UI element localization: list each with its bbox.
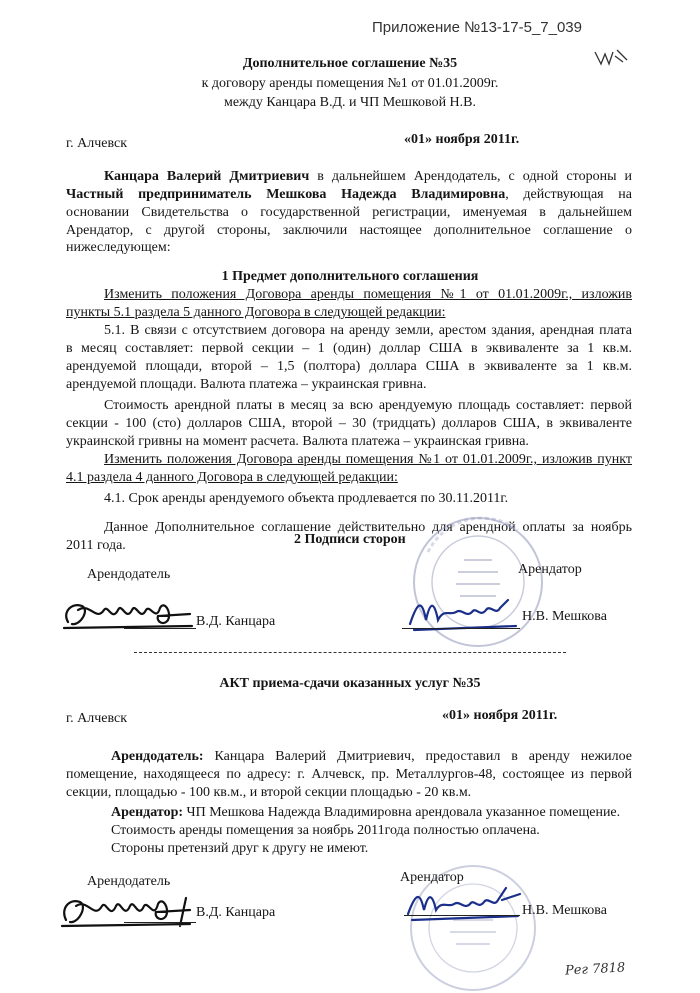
act-landlord-line-2: помещение, находящееся по адресу: г. Алчевск, пр. Металлургов-48, состоящее из первой xyxy=(66,767,632,782)
act-landlord-line-1: Арендодатель: Канцара Валерий Дмитриевич, предоставил в аренду нежилое xyxy=(111,749,632,764)
tenant-sign-line-2 xyxy=(404,915,520,916)
cost-line-2: секции - 100 (сто) долларов США, второй – 30 (тридцать) долларов США, в эквиваленте xyxy=(66,416,632,431)
change2-line-2: 4.1 раздела 4 данного Договора в следующей редакции: xyxy=(66,470,398,485)
intro-line-5: нижеследующем: xyxy=(66,240,171,255)
landlord-signature-2 xyxy=(58,886,208,941)
cost-line-1: Стоимость арендной платы в месяц за всю арендуемую площадь составляет: первой xyxy=(104,398,632,413)
act-date: «01» ноября 2011г. xyxy=(442,708,558,723)
tenant-signature-1 xyxy=(404,590,524,639)
p51-line-1: 5.1. В связи с отсутствием договора на аренду земли, арестом здания, арендная плата xyxy=(104,323,632,338)
change1-line-2: пункты 5.1 раздела 5 данного Договора в следующей редакции: xyxy=(66,305,446,320)
section1-title: 1 Предмет дополнительного соглашения xyxy=(221,269,479,284)
act-title: АКТ приема-сдачи оказанных услуг №35 xyxy=(219,676,481,691)
validity-line-2: 2011 года. xyxy=(66,538,126,553)
intro-line-2: Частный предприниматель Мешкова Надежда Владимировна, действующая на xyxy=(66,187,632,202)
landlord-sign-line-1 xyxy=(124,628,196,629)
tenant-sign-name-1: Н.В. Мешкова xyxy=(522,609,607,624)
p51-line-2: в месяц составляет: первой секции – 1 (один) доллар США в эквиваленте за 1 кв.м. xyxy=(66,341,632,356)
tenant-sign-line-1 xyxy=(402,628,520,629)
p51-line-4: арендуемой площади. Валюта платежа – украинская гривна. xyxy=(66,377,427,392)
agreement-subtitle-2: между Канцара В.Д. и ЧП Мешковой Н.В. xyxy=(223,95,477,110)
party2-name: Частный предприниматель Мешкова Надежда Владимировна xyxy=(66,187,506,202)
agreement-date: «01» ноября 2011г. xyxy=(404,132,520,147)
act-tenant-label: Арендатор: xyxy=(111,805,184,820)
intro-line-3: основании Свидетельства о государственной регистрации, именуемая в дальнейшем xyxy=(66,205,632,220)
act-cost-line: Стоимость аренды помещения за ноябрь 2011года полностью оплачена. xyxy=(111,823,540,838)
section-separator xyxy=(134,652,566,653)
act-tenant-line: Арендатор: ЧП Мешкова Надежда Владимировна арендовала указанное помещение. xyxy=(111,805,621,820)
act-city: г. Алчевск xyxy=(66,711,128,726)
agreement-landlord-label: Арендодатель xyxy=(87,567,171,582)
cost-line-3: украинской гривны на момент расчета. Валюта платежа – украинская гривна. xyxy=(66,434,529,449)
landlord-sign-line-2 xyxy=(124,922,196,923)
landlord-sign-name-2: В.Д. Канцара xyxy=(196,905,276,920)
agreement-subtitle-1: к договору аренды помещения №1 от 01.01.2009г. xyxy=(201,76,499,91)
act-landlord-label: Арендодатель: xyxy=(111,749,204,764)
party1-name: Канцара Валерий Дмитриевич xyxy=(104,169,310,184)
intro-line-4: Арендатор, с другой стороны, заключили настоящее дополнительное соглашение о xyxy=(66,223,632,238)
agreement-city: г. Алчевск xyxy=(66,136,128,151)
tenant-signature-2 xyxy=(402,880,526,931)
change2-line-1: Изменить положения Договора аренды помещения №1 от 01.01.2009г., изложив пункт xyxy=(104,452,632,467)
tenant-sign-name-2: Н.В. Мешкова xyxy=(522,903,607,918)
landlord-signature-1 xyxy=(60,592,200,641)
landlord-sign-name-1: В.Д. Канцара xyxy=(196,614,276,629)
section2-title: 2 Подписи сторон xyxy=(294,532,406,547)
appendix-label: Приложение №13-17-5_7_039 xyxy=(372,19,582,36)
agreement-title: Дополнительное соглашение №35 xyxy=(242,56,458,71)
act-landlord-line-3: секции, площадью - 100 кв.м., и второй секции площадью - 20 кв.м. xyxy=(66,785,472,800)
handwritten-reg-note: Рег 7818 xyxy=(564,960,626,979)
change1-line-1: Изменить положения Договора аренды помещения №1 от 01.01.2009г., изложив xyxy=(104,287,632,302)
intro-line-1: Канцара Валерий Дмитриевич в дальнейшем Арендодатель, с одной стороны и xyxy=(104,169,632,184)
validity-line-1: Данное Дополнительное соглашение действительно для арендной оплаты за ноябрь xyxy=(104,520,632,535)
p51-line-3: арендуемой площади, второй – 1,5 (полтора) доллара США в эквиваленте за 1 кв.м. xyxy=(66,359,632,374)
p41-line: 4.1. Срок аренды арендуемого объекта продлевается по 30.11.2011г. xyxy=(104,491,509,506)
act-tenant-sign-label: Арендатор xyxy=(400,870,464,885)
act-claims-line: Стороны претензий друг к другу не имеют. xyxy=(111,841,369,856)
act-landlord-sign-label: Арендодатель xyxy=(87,874,171,889)
agreement-tenant-label: Арендатор xyxy=(518,562,582,577)
